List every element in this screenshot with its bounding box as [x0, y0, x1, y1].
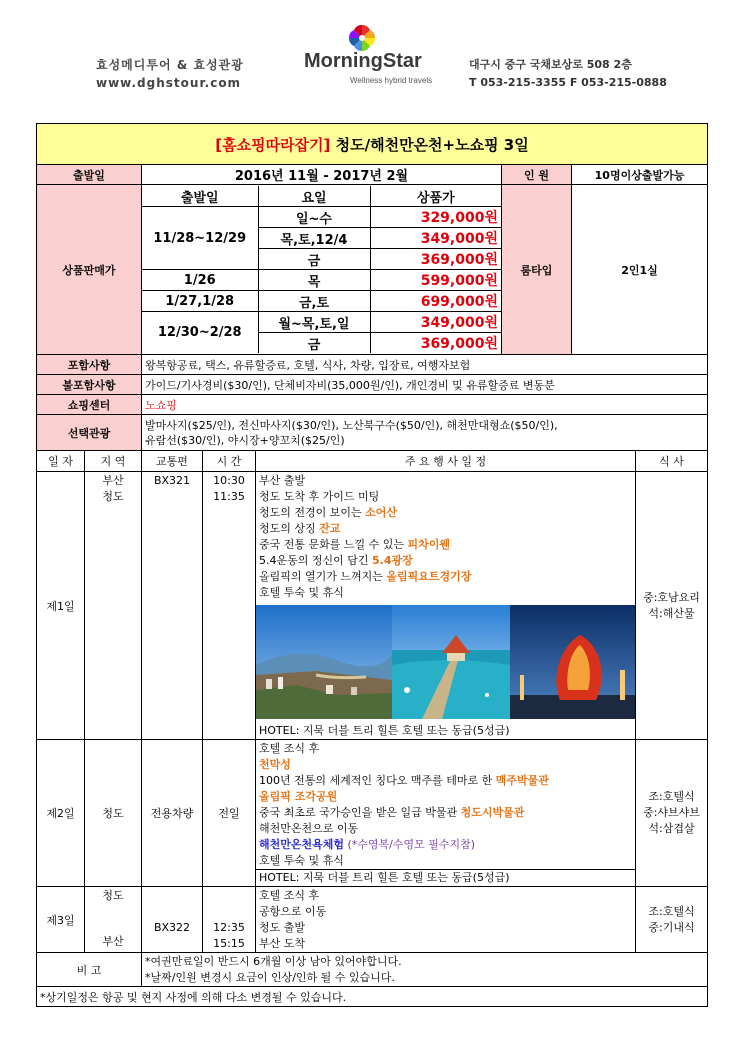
footer-notice: *상기일정은 항공 및 현지 사정에 의해 다소 변경될 수 있습니다. [37, 987, 708, 1007]
highlight-place: 올림픽요트경기장 [386, 570, 472, 583]
company-info [96, 56, 244, 92]
departure-value: 2016년 11월 - 2017년 2월 [142, 165, 502, 185]
highlight-place: 올림픽 조각공원 [259, 790, 338, 803]
price-table [142, 186, 501, 353]
itinerary-notice: (*수영복/수영모 필수지참) [344, 838, 476, 851]
itinerary-line: 부산 출발 [259, 474, 306, 487]
transport-line: BX322 [153, 921, 191, 934]
meal-line: 조:호텔식 [648, 904, 695, 918]
sun-flower-icon [345, 24, 379, 52]
highlight-place: 천막성 [259, 758, 291, 771]
day-itinerary [256, 887, 636, 953]
schedule-day-3 [37, 887, 708, 953]
people-value: 10명이상출발가능 [572, 165, 708, 185]
itinerary-line [259, 537, 632, 553]
meal-line: 석:삼겹살 [648, 822, 695, 835]
price-header-date: 출발일 [142, 186, 258, 207]
remark-line: *날짜/인원 변경시 요금이 인상/인하 될 수 있습니다. [145, 970, 395, 984]
region-line: 청도 [102, 889, 124, 902]
itinerary-line [259, 521, 632, 537]
price-date: 11/28~12/29 [142, 207, 258, 270]
tour-photos [256, 605, 636, 719]
time-line: 12:35 [213, 921, 245, 934]
meal-line: 조:호텔식 [648, 790, 695, 803]
itinerary-line: 호텔 조식 후 [259, 742, 320, 755]
region-line: 청도 [102, 490, 124, 503]
day-transport: BX321 [142, 472, 203, 740]
price-date: 1/27,1/28 [142, 291, 258, 312]
shopping-label: 쇼핑센터 [37, 395, 142, 415]
price-date: 1/26 [142, 270, 258, 291]
meal-line: 중:샤브샤브 [643, 806, 700, 819]
itinerary-line [259, 805, 632, 821]
itinerary-line: 호텔 투숙 및 휴식 [259, 586, 344, 599]
may-fourth-square-photo [510, 605, 636, 719]
excluded-label: 불포함사항 [37, 375, 142, 395]
price-value: 349,000원 [370, 312, 501, 333]
highlight-place: 소어산 [365, 506, 398, 519]
price-header-price: 상품가 [370, 186, 501, 207]
itinerary-line [259, 773, 632, 789]
price-value: 369,000원 [370, 249, 501, 270]
day-region [85, 472, 142, 740]
itinerary-line: 해천만온천으로 이동 [259, 822, 359, 835]
itinerary-line: 청도 도착 후 가이드 미팅 [259, 490, 380, 503]
day-time: 전일 [203, 740, 256, 887]
address-line: 대구시 중구 국채보상로 508 2층 [469, 58, 632, 71]
col-header-schedule: 주 요 행 사 일 정 [256, 451, 636, 472]
day-label: 제1일 [37, 472, 85, 740]
price-day: 월~목,토,일 [258, 312, 370, 333]
included-value: 왕복항공료, 택스, 유류할증료, 호텔, 식사, 차량, 입장료, 여행자보험 [142, 355, 708, 375]
optional-tour-value [142, 415, 708, 451]
tour-title [37, 124, 708, 165]
day-label: 제3일 [37, 887, 85, 953]
price-day: 목 [258, 270, 370, 291]
time-line: 10:30 [213, 474, 245, 487]
shopping-value: 노쇼핑 [142, 395, 708, 415]
col-header-transport: 교통편 [142, 451, 203, 472]
day-meals [636, 472, 708, 740]
pricing-cell [142, 185, 502, 355]
price-value: 369,000원 [370, 333, 501, 354]
day-transport [142, 887, 203, 953]
itinerary-line [259, 569, 632, 585]
day-region: 청도 [85, 740, 142, 887]
optional-tour-line: 유람선($30/인), 야시장+양꼬치($25/인) [145, 433, 345, 447]
col-header-date: 일 자 [37, 451, 85, 472]
price-day: 일~수 [258, 207, 370, 228]
pier-pavilion-photo [392, 605, 510, 719]
day-label: 제2일 [37, 740, 85, 887]
title-name: 청도/해천만온천+노쇼핑 3일 [330, 135, 529, 154]
room-type-value: 2인1실 [572, 185, 708, 355]
itinerary-text: 100년 전통의 세계적인 칭다오 맥주를 테마로 한 [259, 774, 496, 787]
itinerary-line [259, 505, 632, 521]
time-line: 15:15 [213, 937, 245, 950]
itinerary-line: 청도 출발 [259, 921, 306, 934]
company-address [469, 56, 667, 92]
price-day: 금 [258, 333, 370, 354]
price-date: 12/30~2/28 [142, 312, 258, 354]
company-name: 효성메디투어 & 효성관광 [96, 58, 244, 72]
price-value: 699,000원 [370, 291, 501, 312]
schedule-day-1 [37, 472, 708, 740]
region-line: 부산 [102, 935, 124, 948]
day-itinerary [256, 740, 636, 887]
highlight-place: 5.4광장 [372, 554, 413, 567]
morningstar-logo [300, 24, 450, 84]
highlight-place: 맥주박물관 [495, 774, 549, 787]
optional-tour-label: 선택관광 [37, 415, 142, 451]
day-transport: 전용차량 [142, 740, 203, 887]
price-day: 금 [258, 249, 370, 270]
day-time [203, 472, 256, 740]
itinerary-text: 5.4운동의 정신이 담긴 [259, 554, 372, 567]
phone-line: T 053-215-3355 F 053-215-0888 [469, 76, 667, 89]
itinerary-text: 중국 전통 문화를 느낄 수 있는 [259, 538, 408, 551]
col-header-region: 지 역 [85, 451, 142, 472]
page-header [0, 0, 740, 120]
highlight-place: 잔교 [319, 522, 341, 535]
col-header-meal: 식 사 [636, 451, 708, 472]
hotel-info: HOTEL: 지묵 더블 트리 힐튼 호텔 또는 동급(5성급) [256, 869, 635, 886]
tour-table [36, 123, 708, 1007]
optional-tour-line: 발마사지($25/인), 전신마사지($30/인), 노산북구수($50/인), 해천만대형쇼($50/인), [145, 418, 558, 432]
remarks-label: 비 고 [37, 953, 142, 987]
itinerary-line: 부산 도착 [259, 937, 306, 950]
itinerary-line: 호텔 조식 후 [259, 889, 320, 902]
region-line: 부산 [102, 474, 124, 487]
price-value: 599,000원 [370, 270, 501, 291]
meal-line: 석:해산물 [648, 606, 695, 620]
included-label: 포함사항 [37, 355, 142, 375]
schedule-day-2 [37, 740, 708, 887]
price-day: 목,토,12/4 [258, 228, 370, 249]
itinerary-text: 청도의 상징 [259, 522, 320, 535]
remark-line: *여권만료일이 반드시 6개월 이상 남아 있어야합니다. [145, 954, 402, 968]
time-line: 11:35 [213, 490, 245, 503]
highlight-place: 피차이웬 [407, 538, 451, 551]
remarks-value [142, 953, 708, 987]
meal-line: 중:호남요리 [643, 590, 700, 604]
coastline-city-photo [256, 605, 392, 719]
departure-label: 출발일 [37, 165, 142, 185]
excluded-value: 가이드/기사경비($30/인), 단체비자비(35,000원/인), 개인경비 및 유류할증료 변동분 [142, 375, 708, 395]
day-time [203, 887, 256, 953]
itinerary-text: 올림픽의 열기가 느껴지는 [259, 570, 387, 583]
itinerary-line: 호텔 투숙 및 휴식 [259, 854, 344, 867]
title-tag: [홈쇼핑따라잡기] [215, 135, 331, 154]
itinerary-line [259, 837, 632, 853]
day-itinerary [256, 472, 636, 740]
logo-name: MorningStar [304, 50, 422, 72]
day-meals [636, 740, 708, 887]
room-type-label: 룸타입 [502, 185, 572, 355]
pricing-label: 상품판매가 [37, 185, 142, 355]
price-day: 금,토 [258, 291, 370, 312]
meal-line: 중:기내식 [648, 920, 695, 934]
itinerary-line [259, 553, 632, 569]
highlight-activity: 해천만온천욕체험 [259, 838, 345, 851]
hotel-info: HOTEL: 지묵 더블 트리 힐튼 호텔 또는 동급(5성급) [259, 724, 510, 737]
price-value: 349,000원 [370, 228, 501, 249]
logo-tagline: Wellness hybrid travels [350, 76, 433, 85]
price-header-day: 요일 [258, 186, 370, 207]
price-value: 329,000원 [370, 207, 501, 228]
highlight-place: 청도시박물관 [460, 806, 525, 819]
people-label: 인 원 [502, 165, 572, 185]
col-header-time: 시 간 [203, 451, 256, 472]
itinerary-line: 공항으로 이동 [259, 905, 327, 918]
itinerary-text: 청도의 전경이 보이는 [259, 506, 366, 519]
day-region [85, 887, 142, 953]
itinerary-text: 중국 최초로 국가승인을 받은 일급 박물관 [259, 806, 461, 819]
day-meals [636, 887, 708, 953]
company-website[interactable]: www.dghstour.com [96, 76, 242, 90]
